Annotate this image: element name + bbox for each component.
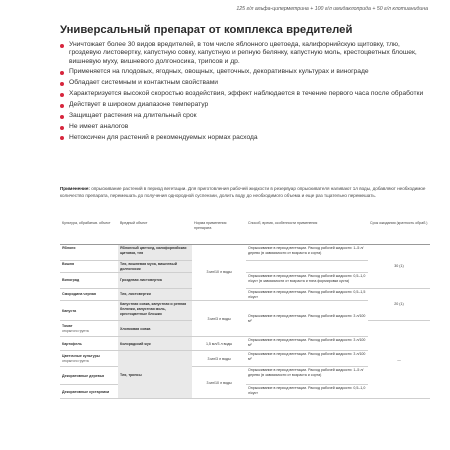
pest-cell: Тля, вишневая муха, вишневый долгоносик [118, 261, 192, 273]
method-cell [246, 261, 368, 273]
method-cell: Опрыскивание в период вегетации. Расход рабочей жидкости: 0,5–1,5 л/куст [246, 289, 368, 301]
col-header-crop: Культура, обрабатыв. объект [60, 220, 118, 245]
table-header-row [60, 220, 430, 245]
crop-cell: Картофель [60, 337, 118, 351]
table-row [60, 245, 430, 261]
col-header-rate: Норма применения препарата [192, 220, 246, 245]
crop-cell: Вишня [60, 261, 118, 273]
col-header-method: Способ, время, особенности применения [246, 220, 368, 245]
col-header-wait: Срок ожидания (кратность обраб.) [368, 220, 430, 245]
feature-item: Не имеет аналогов [60, 123, 430, 131]
crop-cell: Яблоня [60, 245, 118, 261]
method-cell: Опрыскивание в период вегетации. Расход рабочей жидкости: 3 л/100 м² [246, 351, 368, 367]
crop-cell: Томат открытого грунта [60, 321, 118, 337]
method-cell: Опрыскивание в период вегетации. Расход рабочей жидкости: 3 л/100 м² [246, 301, 368, 337]
wait-cell: — [368, 321, 430, 399]
method-cell: Опрыскивание в период вегетации. Расход рабочей жидкости: 3 л/100 м² [246, 337, 368, 351]
col-header-pest: Вредный объект [118, 220, 192, 245]
rate-cell: 3 мл/3 л воды [192, 301, 246, 337]
pest-cell: Яблонный цветоед, калифорнийская щитовка, тля [118, 245, 192, 261]
crop-subtitle: открытого грунта [62, 358, 89, 363]
method-cell: Опрыскивание в период вегетации. Расход рабочей жидкости: 1–5 л/дерево (в зависимости от возраста и сорта) [246, 367, 368, 385]
bullet-icon [60, 93, 64, 97]
feature-item: Нетоксичен для растений в рекомендуемых нормах расхода [60, 134, 430, 142]
regulations-table [60, 220, 430, 399]
method-cell: Опрыскивание в период вегетации. Расход рабочей жидкости: 1–5 л/дерево (в зависимости от возраста и сорта) [246, 245, 368, 261]
bullet-icon [60, 104, 64, 108]
page-title: Универсальный препарат от комплекса вредителей [60, 24, 353, 36]
method-cell: Опрыскивание в период вегетации. Расход рабочей жидкости: 0,5–1,0 л/куст [246, 385, 368, 399]
method-cell: Опрыскивание в период вегетации. Расход рабочей жидкости: 0,5–1,0 л/куст (в зависимости от возраста и типа формировки куста) [246, 273, 368, 289]
bullet-icon [60, 71, 64, 75]
feature-item: Защищает растения на длительный срок [60, 112, 430, 120]
bullet-icon [60, 115, 64, 119]
wait-cell: 30 (1) [368, 245, 430, 289]
rate-cell: 3 мл/10 л воды [192, 245, 246, 301]
feature-item: Уничтожает более 30 видов вредителей, в том числе яблонного цветоеда, калифорнийскую щитовку, тлю, гроздевую листовертку, капустную совку, капустную и репную белянку, капустную моль, крестоцветных блошек, вишневую муху, вишневого долгоносика, трипсов и др. [60, 41, 430, 66]
composition-note: 125 г/л альфа-циперметрина + 100 г/л имидаклоприда + 50 г/л клотианидина [236, 6, 428, 12]
crop-subtitle: открытого грунта [62, 328, 89, 333]
bullet-icon [60, 126, 64, 130]
feature-list [60, 41, 430, 145]
crop-cell: Цветочные культуры открытого грунта [60, 351, 118, 367]
pest-cell: Тля, трипсы [118, 351, 192, 399]
application-text: опрыскивание растений в период вегетации. Для приготовления рабочей жидкости в резервуар опрыскивателя наливают 1л воды, добавляют необходимое количество препарата, перемешать до получения однородной суспензии, долить воду до необходимого объема и еще раз тщательно перемешать. [60, 186, 426, 198]
crop-cell: Виноград [60, 273, 118, 289]
crop-cell: Смородина черная [60, 289, 118, 301]
application-label: Применение: [60, 186, 90, 191]
rate-cell: 1,5 мл/3 л воды [192, 337, 246, 351]
bullet-icon [60, 82, 64, 86]
feature-item: Применяется на плодовых, ягодных, овощных, цветочных, декоративных культурах и винограде [60, 68, 430, 76]
pest-cell: Гроздевая листовертка [118, 273, 192, 289]
feature-item: Обладает системным и контактным свойствами [60, 79, 430, 87]
pest-cell: Капустная совка, капустная и репная белянки, капустная моль, крестоцветные блошки [118, 301, 192, 321]
crop-cell: Капуста [60, 301, 118, 321]
crop-cell: Декоративные деревья [60, 367, 118, 385]
crop-cell: Декоративные кустарники [60, 385, 118, 399]
bullet-icon [60, 136, 64, 140]
pest-cell: Тля, листовертки [118, 289, 192, 301]
feature-item: Характеризуется высокой скоростью воздействия, эффект наблюдается в течение первого часа после обработки [60, 90, 430, 98]
rate-cell: 3 мл/10 л воды [192, 367, 246, 399]
wait-cell: 20 (1) [368, 289, 430, 321]
application-note [60, 186, 430, 199]
pest-cell: Колорадский жук [118, 337, 192, 351]
pest-cell: Хлопковая совка [118, 321, 192, 337]
feature-item: Действует в широком диапазоне температур [60, 101, 430, 109]
rate-cell: 3 мл/3 л воды [192, 351, 246, 367]
bullet-icon [60, 44, 64, 48]
